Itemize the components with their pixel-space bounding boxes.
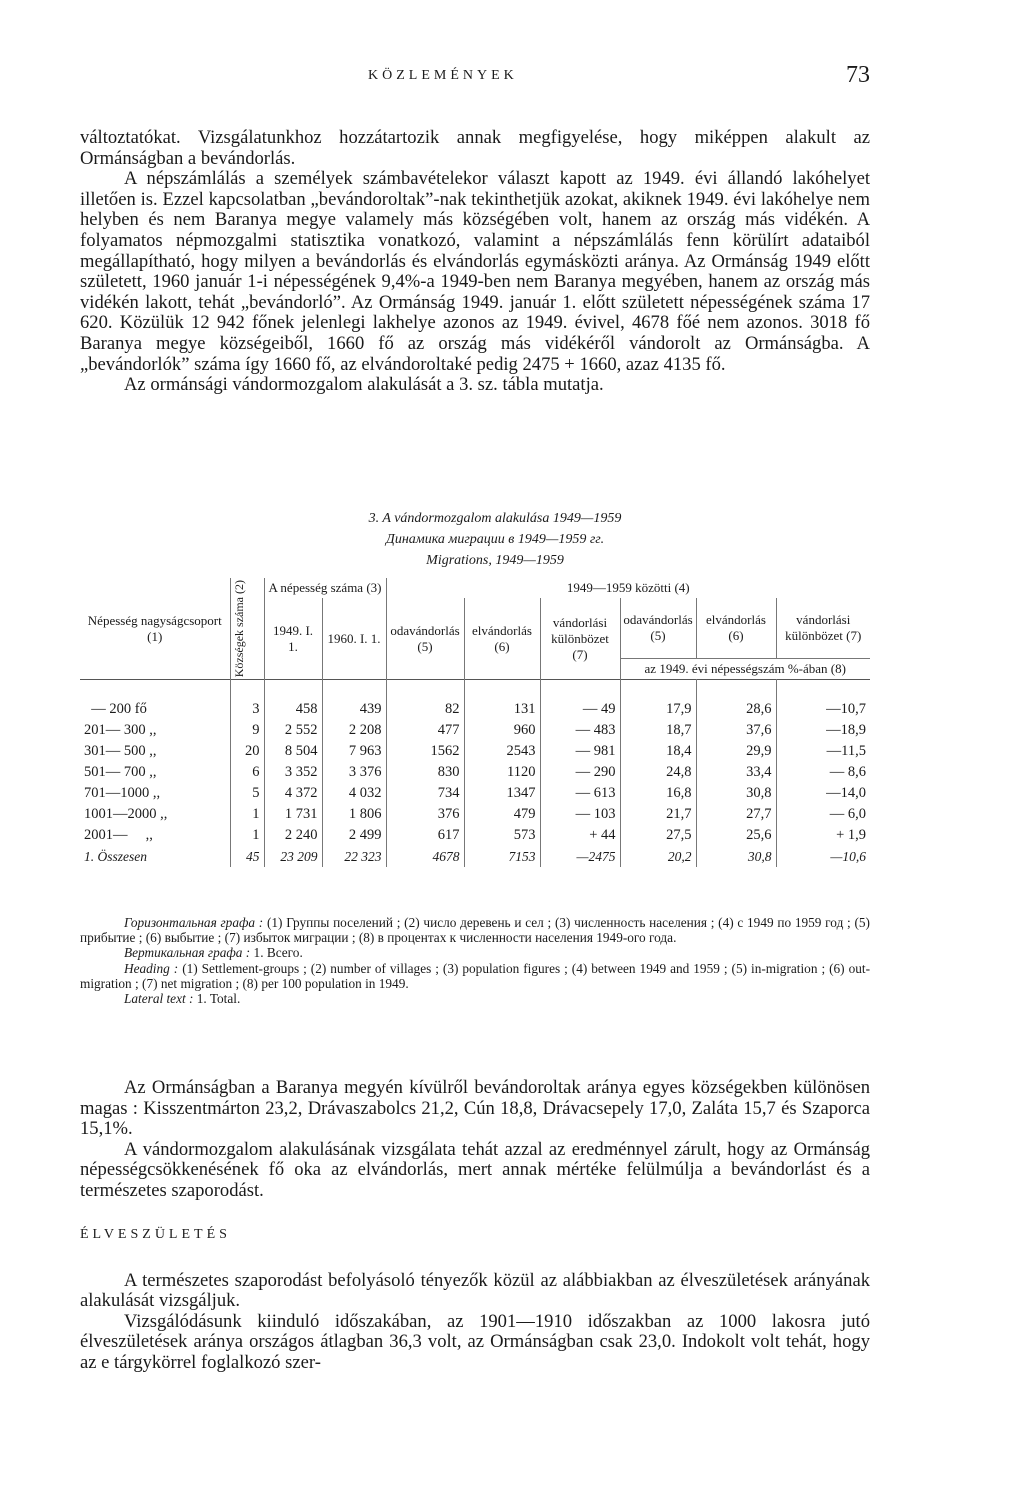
paragraph: változtatókat. Vizsgálatunkhoz hozzátartozik annak megfigyelése, hogy miképpen alakult az Ormánságban a bevándorlás. <box>80 127 870 169</box>
cell-out: 960 <box>464 720 540 741</box>
cell-pop-1949: 2 240 <box>264 825 322 846</box>
cell-group: 1. Összesen <box>80 846 230 867</box>
cell-out-pct: 30,8 <box>696 846 776 867</box>
cell-net-pct: — 8,6 <box>829 764 866 781</box>
table-row <box>80 825 870 846</box>
paragraph: Az ormánsági vándormozgalom alakulását a 3. sz. tábla mutatja. <box>124 374 604 396</box>
header-in-pct: odavándorlás (5) <box>620 598 696 659</box>
header-population: A népesség száma (3) <box>264 578 386 598</box>
cell-net: — 290 <box>540 762 620 783</box>
cell-net-pct: —11,5 <box>826 743 866 760</box>
cell-pop-1960: 2 208 <box>322 720 386 741</box>
header-out-migration: elvándorlás (6) <box>464 598 540 680</box>
cell-net-pct: —14,0 <box>826 785 866 802</box>
paragraph: A vándormozgalom alakulásának vizsgálata tehát azzal az eredménnyel zárult, hogy az Ormánság népességcsökkenésének fő oka az elvándorlás, mert annak mértéke felülmúlja a bevándorlást és a természetes szaporodást. <box>80 1138 870 1201</box>
cell-in: 830 <box>386 762 464 783</box>
ru-heading-label: Горизонтальная графа : <box>124 915 264 930</box>
table-title-hu: 3. A vándormozgalom alakulása 1949—1959 <box>368 511 622 526</box>
cell-out-pct: 27,7 <box>696 804 776 825</box>
cell-net: — 483 <box>540 720 620 741</box>
table-row <box>80 720 870 741</box>
cell-net-pct: + 1,9 <box>836 827 866 844</box>
cell-in-pct: 20,2 <box>620 846 696 867</box>
after-table-text <box>80 1078 870 1202</box>
cell-villages: 3 <box>230 680 264 721</box>
cell-out: 2543 <box>464 741 540 762</box>
cell-out-pct: 29,9 <box>696 741 776 762</box>
cell-pop-1960: 1 806 <box>322 804 386 825</box>
cell-out: 573 <box>464 825 540 846</box>
ru-heading-text: (1) Группы поселений ; (2) число деревень и сел ; (3) численность населения ; (4) с 1949 по 1959 год ; (5) прибытие ; (6) выбытие ; (7) избыток миграции ; (8) в процентах к численности населения 1949-ого года. <box>80 915 870 946</box>
table-row <box>80 804 870 825</box>
intro-text <box>80 128 870 396</box>
header-out-pct: elvándorlás (6) <box>696 598 776 659</box>
cell-pop-1949: 3 352 <box>264 762 322 783</box>
cell-in: 617 <box>386 825 464 846</box>
table-total-row <box>80 846 870 867</box>
paragraph: Vizsgálódásunk kiinduló időszakában, az 1901—1910 időszakban az 1000 lakosra jutó élveszületések aránya országos átlagban 36,3 volt, az Ormánságban csak 23,0. Indokolt volt tehát, hogy az e tárgykörrel foglalkozó szer- <box>80 1310 870 1373</box>
cell-in-pct: 16,8 <box>620 783 696 804</box>
paragraph: A természetes szaporodást befolyásoló tényezők közül az alábbiakban az élveszületések arányának alakulását vizsgáljuk. <box>80 1269 870 1312</box>
cell-group: 2001— ,, <box>80 825 230 846</box>
cell-villages: 20 <box>230 741 264 762</box>
cell-pop-1960: 22 323 <box>322 846 386 867</box>
table-row <box>80 762 870 783</box>
cell-in: 477 <box>386 720 464 741</box>
header-net-migration: vándorlási különbözet (7) <box>540 598 620 680</box>
cell-net: + 44 <box>540 825 620 846</box>
header-pct-label: az 1949. évi népességszám %-ában (8) <box>620 659 870 680</box>
cell-villages: 1 <box>230 804 264 825</box>
cell-villages: 6 <box>230 762 264 783</box>
cell-villages: 1 <box>230 825 264 846</box>
cell-pop-1949: 23 209 <box>264 846 322 867</box>
cell-pop-1949: 458 <box>264 680 322 721</box>
cell-group: — 200 fő <box>80 680 230 721</box>
header-between: 1949—1959 közötti (4) <box>566 580 690 595</box>
cell-group: 301— 500 ,, <box>80 741 230 762</box>
cell-in: 1562 <box>386 741 464 762</box>
table-body <box>80 680 870 868</box>
cell-pop-1949: 8 504 <box>264 741 322 762</box>
page-number: 73 <box>846 62 870 88</box>
cell-out: 7153 <box>464 846 540 867</box>
table-caption <box>80 508 870 571</box>
header-in-migration: odavándorlás (5) <box>386 598 464 680</box>
table-title-ru: Динамика миграции в 1949—1959 гг. <box>385 532 605 547</box>
cell-net: — 613 <box>540 783 620 804</box>
running-head-title: KÖZLEMÉNYEK <box>368 68 518 83</box>
cell-group: 201— 300 ,, <box>80 720 230 741</box>
header-pop-1960: 1960. I. 1. <box>322 598 386 680</box>
cell-pop-1960: 7 963 <box>322 741 386 762</box>
cell-net-pct: —10,6 <box>830 848 866 864</box>
cell-in-pct: 17,9 <box>620 680 696 721</box>
cell-pop-1960: 4 032 <box>322 783 386 804</box>
table-header <box>80 578 870 680</box>
table-row <box>80 783 870 804</box>
cell-group: 501— 700 ,, <box>80 762 230 783</box>
section-heading: ÉLVESZÜLETÉS <box>80 1227 231 1242</box>
cell-net: —2475 <box>540 846 620 867</box>
cell-out-pct: 33,4 <box>696 762 776 783</box>
table-title-en: Migrations, 1949—1959 <box>426 553 564 568</box>
section-elveszuletes <box>80 1225 870 1374</box>
header-group: Népesség nagyságcsoport (1) <box>80 578 230 680</box>
cell-out-pct: 37,6 <box>696 720 776 741</box>
cell-net: — 49 <box>540 680 620 721</box>
cell-villages: 9 <box>230 720 264 741</box>
cell-in-pct: 21,7 <box>620 804 696 825</box>
header-villages: Községek száma (2) <box>230 578 264 680</box>
cell-pop-1960: 439 <box>322 680 386 721</box>
cell-villages: 5 <box>230 783 264 804</box>
cell-out: 1120 <box>464 762 540 783</box>
en-heading-label: Heading : <box>124 960 179 976</box>
cell-out-pct: 25,6 <box>696 825 776 846</box>
ru-lateral-label: Вертикальная графа : <box>124 945 251 961</box>
table-row <box>80 680 870 721</box>
cell-in: 734 <box>386 783 464 804</box>
cell-in: 4678 <box>386 846 464 867</box>
cell-group: 1001—2000 ,, <box>80 804 230 825</box>
migration-table <box>80 578 870 867</box>
en-heading-text: (1) Settlement-groups ; (2) number of villages ; (3) population figures ; (4) between 1949 and 1959 ; (5) in-migration ; (6) out-migration ; (7) net migration ; (8) per 100 population in 1949. <box>80 960 871 991</box>
cell-in-pct: 24,8 <box>620 762 696 783</box>
paragraph: Az Ormánságban a Baranya megyén kívülről bevándoroltak aránya egyes községekben különösen magas : Kisszentmárton 23,2, Drávaszabolcs 21,2, Cún 18,8, Drávacsepely 17,0, Zaláta 15,7 és Szaporca 15,1%. <box>80 1077 870 1140</box>
cell-pop-1960: 2 499 <box>322 825 386 846</box>
paragraph: A népszámlálás a személyek számbavételekor választ kapott az 1949. évi állandó lakóhelyet illetően is. Ezzel kapcsolatban „bevándoroltak”-nak tekinthetjük azokat, akiknek 1949. évi lakóhelye nem helyben és nem Baranya megye valamely más községében volt, hanem az ország más vidékén. A folyamatos népmozgalmi statisztika vonatkozó, valamint a népszámlálás fenn körülírt adataiból megállapítható, hogy milyen a bevándorlás és elvándorlás egymásközti aránya. Az Ormánság 1949 előtt született, 1960 január 1-i népességének 9,4%-a 1949-ben nem Baranya megyében, hanem az ország más vidékén lakott, tehát „bevándorló”. Az Ormánság 1949. január 1. előtt született népességének száma 17 620. Közülük 12 942 főnek jelenlegi lakhelye azonos az 1949. évivel, 4678 főé nem azonos. 3018 fő Baranya megye községeiből, 1660 fő az ország más vidékéről vándorolt az Ormánságba. A „bevándorlók” száma így 1660 fő, az elvándoroltaké pedig 2475 + 1660, azaz 4135 fő. <box>80 168 870 375</box>
header-pop-1949: 1949. I. 1. <box>264 598 322 680</box>
cell-net-pct: —18,9 <box>826 722 866 739</box>
running-head <box>80 62 870 90</box>
en-lateral-label: Lateral text : <box>124 991 194 1007</box>
cell-in: 376 <box>386 804 464 825</box>
cell-pop-1949: 1 731 <box>264 804 322 825</box>
cell-villages: 45 <box>230 846 264 867</box>
cell-pop-1960: 3 376 <box>322 762 386 783</box>
table-row <box>80 741 870 762</box>
cell-in-pct: 18,4 <box>620 741 696 762</box>
cell-out: 131 <box>464 680 540 721</box>
cell-out: 479 <box>464 804 540 825</box>
cell-group: 701—1000 ,, <box>80 783 230 804</box>
cell-out-pct: 28,6 <box>696 680 776 721</box>
cell-net-pct: — 6,0 <box>829 806 866 823</box>
cell-in: 82 <box>386 680 464 721</box>
cell-in-pct: 27,5 <box>620 825 696 846</box>
en-lateral-text: 1. Total. <box>196 991 241 1007</box>
cell-out: 1347 <box>464 783 540 804</box>
header-net-pct: vándorlási különbözet (7) <box>785 612 862 644</box>
cell-net: — 981 <box>540 741 620 762</box>
cell-pop-1949: 4 372 <box>264 783 322 804</box>
table-notes <box>80 915 870 1006</box>
cell-out-pct: 30,8 <box>696 783 776 804</box>
cell-pop-1949: 2 552 <box>264 720 322 741</box>
ru-lateral-text: 1. Всего. <box>253 945 303 961</box>
cell-in-pct: 18,7 <box>620 720 696 741</box>
cell-net-pct: —10,7 <box>826 701 866 718</box>
cell-net: — 103 <box>540 804 620 825</box>
